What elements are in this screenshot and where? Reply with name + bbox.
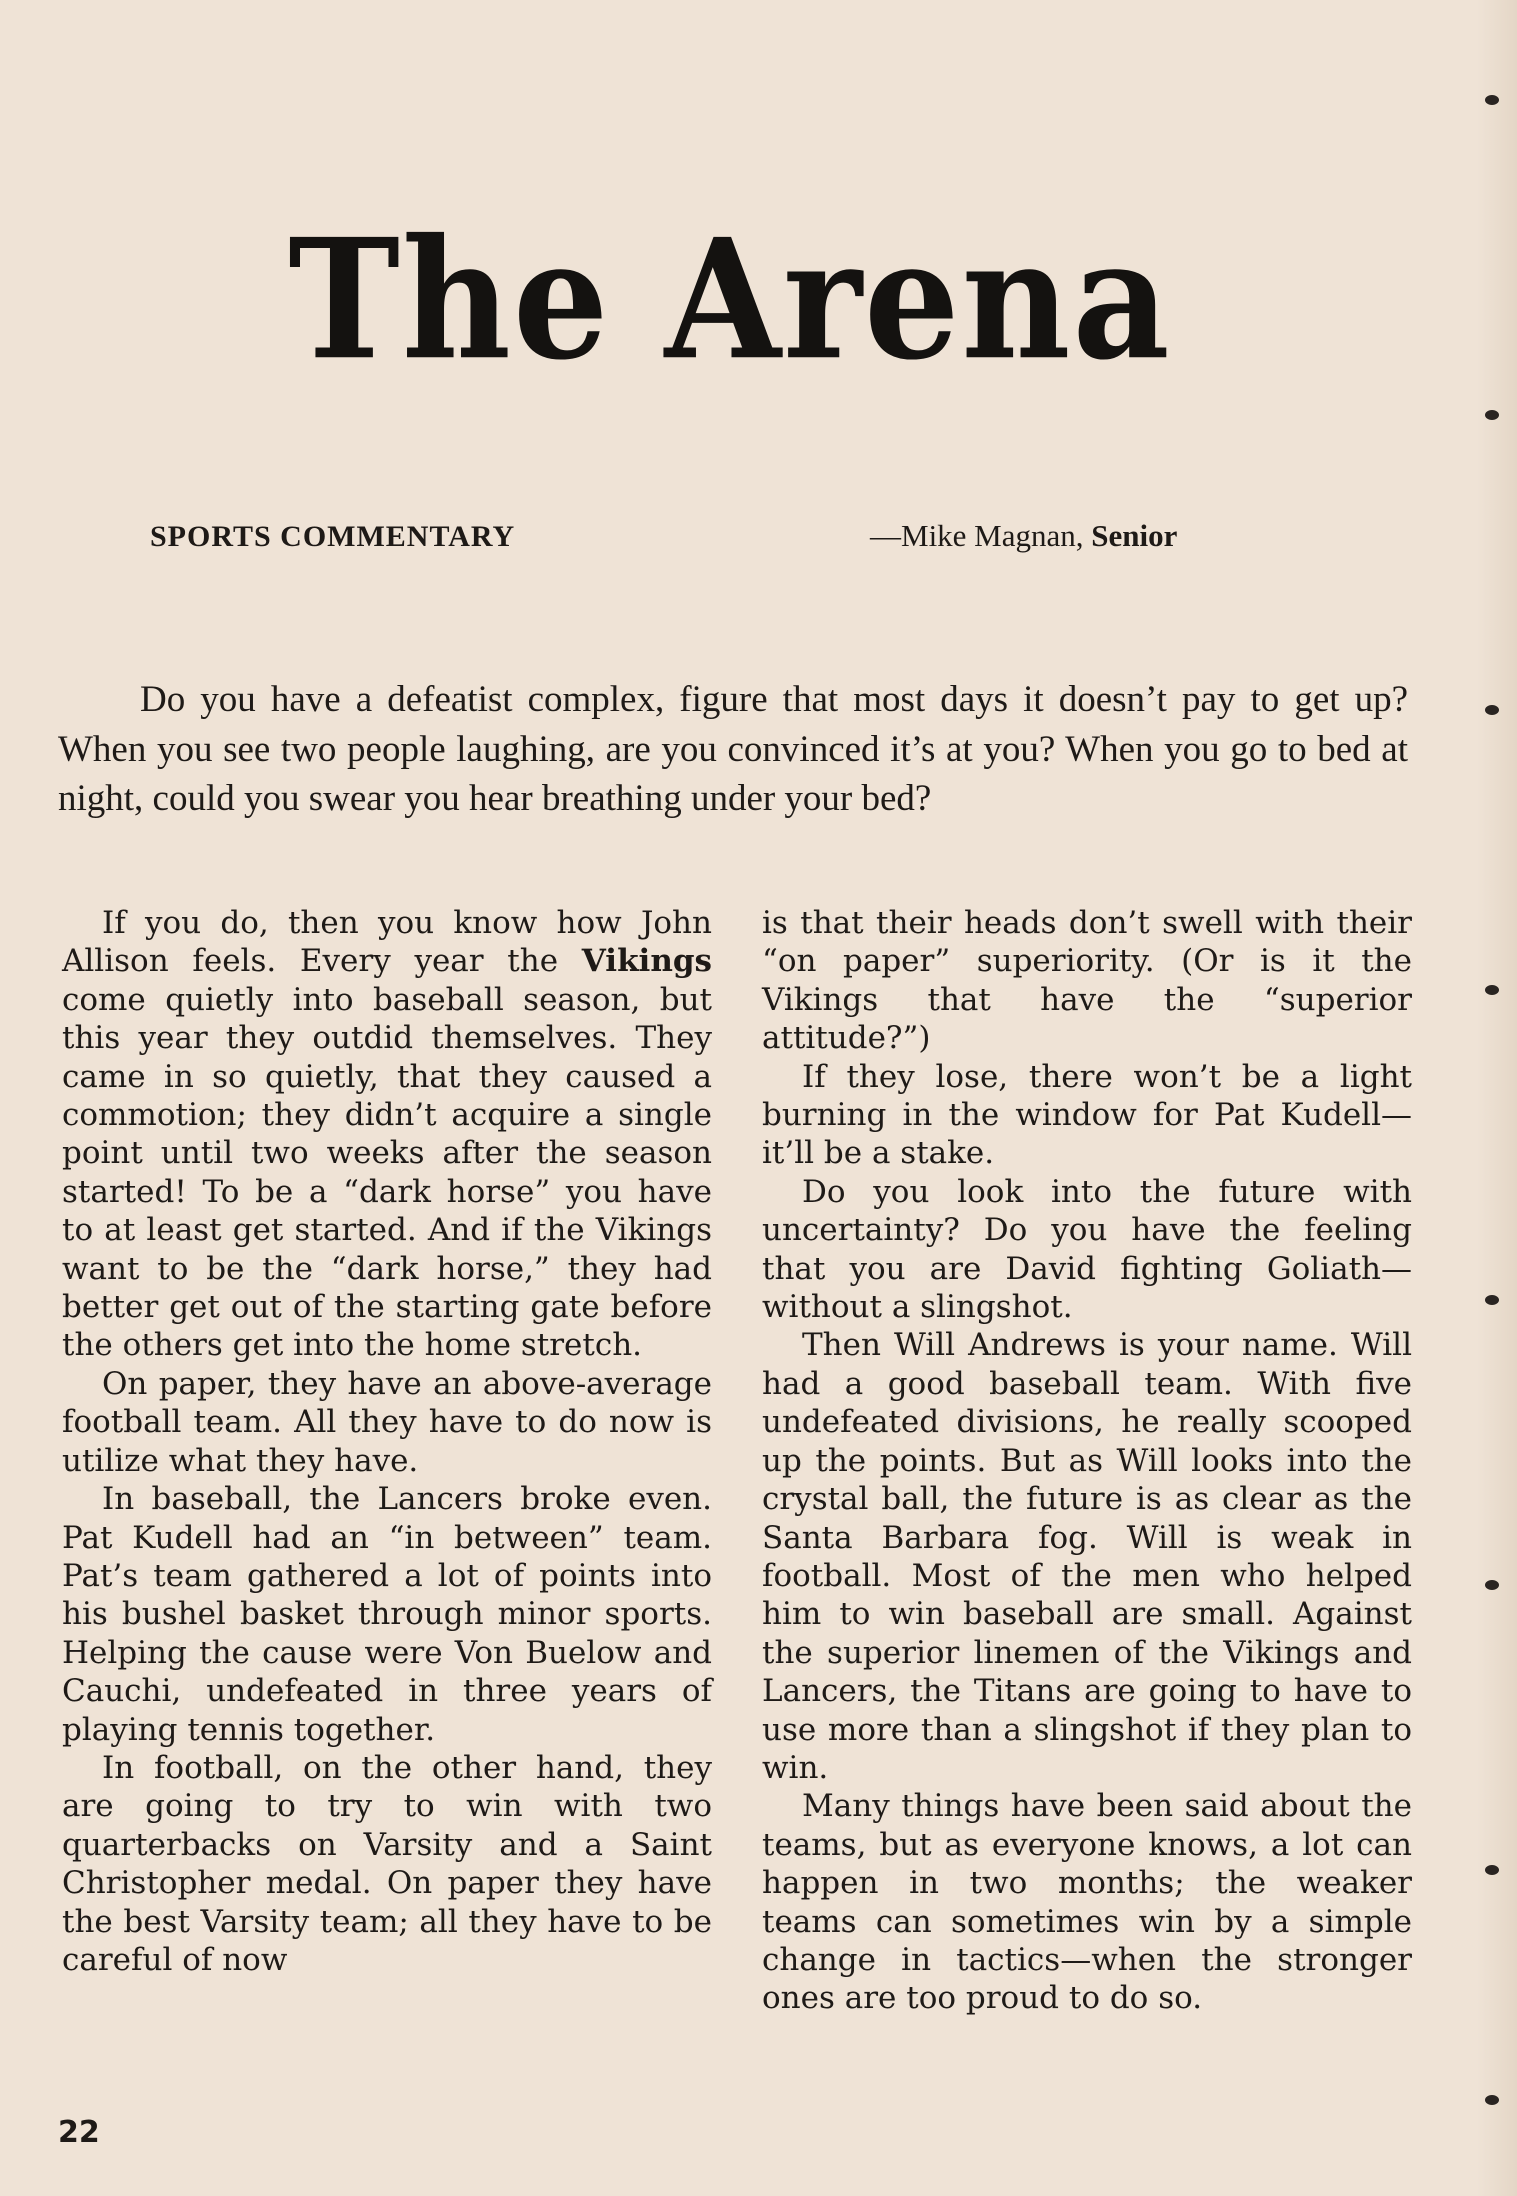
- team-name-emphasis: Vikings: [581, 943, 712, 980]
- page-title: The Arena: [288, 203, 1172, 397]
- paragraph: Then Will Andrews is your name. Will had a good baseball team. With five undefeated divisions, he really scooped up the points. But as Will looks into the crystal ball, the future is as clear as the Santa Barbara fog. Will is weak in football. Most of the men who helped him to win baseball are small. Against the superior linemen of the Vikings and Lancers, the Titans are going to have to use more than a slingshot if they plan to win.: [762, 1327, 1412, 1786]
- paragraph: is that their heads don’t swell with their “on paper” superiority. (Or is it the Vikings that have the “superior attitude?”): [762, 905, 1412, 1057]
- binding-hole: [1485, 985, 1499, 995]
- lead-paragraph: Do you have a defeatist complex, figure that most days it doesn’t pay to get up? When you see two people laughing, are you convinced it’s at you? When you go to bed at night, could you swear you hear breathing under your bed?: [58, 679, 1408, 819]
- paragraph: Do you look into the future with uncertainty? Do you have the feeling that you are David fighting Goliath—without a slingshot.: [762, 1173, 1412, 1326]
- section-kicker: SPORTS COMMENTARY: [150, 520, 516, 553]
- binding-hole: [1485, 705, 1499, 715]
- binding-hole: [1485, 1295, 1499, 1305]
- binding-hole: [1485, 2095, 1499, 2105]
- paragraph: In baseball, the Lancers broke even. Pat Kudell had an “in between” team. Pat’s team gathered a lot of points into his bushel basket through minor sports. Helping the cause were Von Buelow and Cauchi, undefeated in three years of playing tennis together.: [62, 1481, 712, 1748]
- paragraph: If you do, then you know how John Allison feels. Every year the Vikings come quietly into baseball season, but this year they outdid themselves. They came in so quietly, that they caused a commotion; they didn’t acquire a single point until two weeks after the season started! To be a “dark horse” you have to at least get started. And if the Vikings want to be the “dark horse,” they had better get out of the starting gate before the others get into the home stretch.: [62, 905, 712, 1364]
- paragraph: Many things have been said about the teams, but as everyone knows, a lot can happen in two months; the weaker teams can sometimes win by a simple change in tactics—when the stronger ones are too proud to do so.: [762, 1788, 1412, 2017]
- byline: [870, 518, 1177, 554]
- binding-hole: [1485, 410, 1499, 420]
- byline-class: Senior: [1091, 518, 1178, 553]
- left-column: [62, 904, 712, 1979]
- paragraph: If they lose, there won’t be a light burning in the window for Pat Kudell—it’ll be a stake.: [762, 1058, 1412, 1172]
- binding-hole: [1485, 1580, 1499, 1590]
- paragraph: In football, on the other hand, they are going to try to win with two quarterbacks on Varsity and a Saint Christopher medal. On paper they have the best Varsity team; all they have to be careful of now: [62, 1749, 712, 1978]
- binding-hole: [1485, 95, 1499, 105]
- paragraph: On paper, they have an above-average football team. All they have to do now is utilize what they have.: [62, 1365, 712, 1479]
- binding-hole: [1485, 1865, 1499, 1875]
- right-column: [762, 904, 1412, 2018]
- page-number: 22: [58, 2115, 100, 2150]
- byline-author: —Mike Magnan,: [870, 518, 1084, 553]
